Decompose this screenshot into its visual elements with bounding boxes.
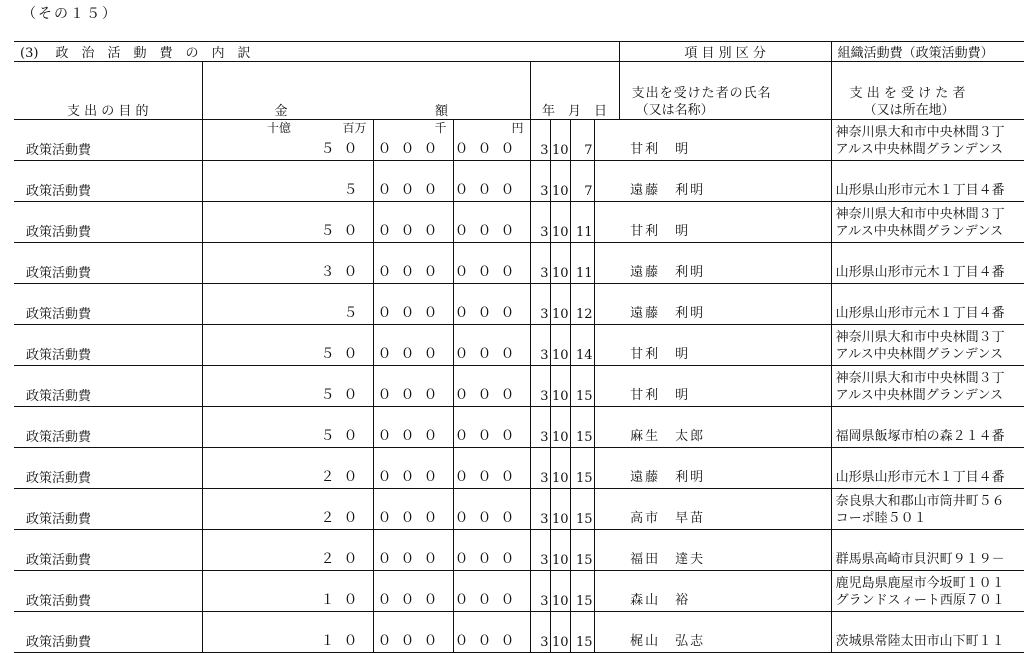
purpose-cell: 政策活動費 [14, 366, 202, 407]
date-day: 14 [570, 325, 594, 366]
recipient-name: 福田 達夫 [619, 530, 831, 571]
amount-thousands: ０００ [373, 407, 453, 448]
recipient-address-line1: 神奈川県大和市中央林間３丁 [835, 330, 1005, 345]
table-row [14, 407, 1024, 448]
amount-millions: ５０ [317, 325, 373, 366]
date-year: 3 [530, 202, 550, 243]
purpose-cell: 政策活動費 [14, 243, 202, 284]
date-year: 3 [530, 325, 550, 366]
purpose-cell: 政策活動費 [14, 325, 202, 366]
col-addr-header: 支 出 を 受 け た 者 [849, 86, 966, 101]
header-row-columns [14, 62, 1024, 120]
table-row [14, 325, 1024, 366]
col-name-header-sub: （又は名称） [635, 103, 714, 118]
purpose-cell: 政策活動費 [14, 284, 202, 325]
col-addr-header-sub: （又は所在地） [863, 103, 955, 118]
date-day: 11 [570, 202, 594, 243]
amount-yen: ０００ [453, 489, 530, 530]
amount-yen: ０００ [453, 612, 530, 653]
purpose-cell: 政策活動費 [14, 407, 202, 448]
col-name-header: 支出を受けた者の氏名 [631, 86, 772, 101]
amount-yen: ０００ [453, 284, 530, 325]
purpose-cell: 政策活動費 [14, 120, 202, 161]
unit-man-label: 百万 [342, 121, 367, 135]
date-month: 10 [550, 530, 570, 571]
col-amount-header-left: 金 [274, 104, 288, 119]
date-month: 10 [550, 161, 570, 202]
amount-yen: ０００ [453, 407, 530, 448]
amount-millions: １０ [317, 612, 373, 653]
recipient-address-line1: 神奈川県大和市中央林間３丁 [835, 125, 1005, 140]
category-value: 組織活動費（政策活動費） [831, 42, 1024, 62]
date-month: 10 [550, 202, 570, 243]
table-row [14, 571, 1024, 612]
recipient-name: 遠藤 利明 [619, 448, 831, 489]
date-day: 7 [570, 120, 594, 161]
recipient-name: 甘利 明 [619, 120, 831, 161]
amount-millions: ３０ [317, 243, 373, 284]
unit-en-label: 円 [511, 121, 524, 135]
table-row [14, 161, 1024, 202]
category-label: 項 目 別 区 分 [619, 42, 831, 62]
recipient-address-line2: グランドスィート西原７０１ [835, 593, 1005, 608]
amount-yen: ０００ [453, 325, 530, 366]
amount-millions: ５０ [317, 202, 373, 243]
recipient-name: 甘利 明 [619, 202, 831, 243]
recipient-address-line2: アルス中央林間グランデンス [835, 224, 1004, 239]
date-month: 10 [550, 489, 570, 530]
recipient-address-line2: 群馬県高崎市貝沢町９１９－ [835, 552, 1005, 567]
amount-thousands: ０００ [373, 202, 453, 243]
date-year: 3 [530, 407, 550, 448]
recipient-address-line2: 山形県山形市元木１丁目４番 [835, 183, 1005, 198]
amount-thousands: ０００ [373, 243, 453, 284]
amount-yen: ０００ [453, 530, 530, 571]
date-month: 10 [550, 243, 570, 284]
col-purpose-header: 支 出 の 目 的 [14, 62, 202, 120]
recipient-name: 甘利 明 [619, 325, 831, 366]
amount-yen: 円 ０００ [453, 120, 530, 161]
date-year: 3 [530, 612, 550, 653]
purpose-cell: 政策活動費 [14, 489, 202, 530]
date-year: 3 [530, 366, 550, 407]
date-day: 12 [570, 284, 594, 325]
date-month: 10 [550, 366, 570, 407]
amount-yen: ０００ [453, 202, 530, 243]
amount-millions: ２０ [317, 489, 373, 530]
date-month: 10 [550, 448, 570, 489]
date-day: 15 [570, 612, 594, 653]
amount-thousands: ０００ [373, 530, 453, 571]
recipient-address-line1: 鹿児島県鹿屋市今坂町１０１ [835, 576, 1005, 591]
amount-millions: ５ [317, 284, 373, 325]
date-month: 10 [550, 407, 570, 448]
recipient-name: 麻生 太郎 [619, 407, 831, 448]
date-month: 10 [550, 284, 570, 325]
amount-thousands: 千 ０００ [373, 120, 453, 161]
amount-thousands: ０００ [373, 325, 453, 366]
amount-thousands: ０００ [373, 612, 453, 653]
unit-oku-label: 十億 [266, 121, 291, 135]
date-year: 3 [530, 571, 550, 612]
date-year: 3 [530, 161, 550, 202]
amount-millions: ５ [317, 161, 373, 202]
amount-thousands: ０００ [373, 489, 453, 530]
date-year: 3 [530, 489, 550, 530]
purpose-cell: 政策活動費 [14, 612, 202, 653]
purpose-cell: 政策活動費 [14, 161, 202, 202]
recipient-address-line2: 茨城県常陸太田市山下町１１ [835, 634, 1005, 649]
col-amount-header-right: 額 [435, 104, 449, 119]
date-day: 15 [570, 448, 594, 489]
recipient-name: 高市 早苗 [619, 489, 831, 530]
recipient-name: 森山 裕 [619, 571, 831, 612]
recipient-name: 甘利 明 [619, 366, 831, 407]
amount-yen: ０００ [453, 366, 530, 407]
table-row [14, 202, 1024, 243]
date-day: 11 [570, 243, 594, 284]
amount-millions: 百万 ５０ [317, 120, 373, 161]
date-year: 3 [530, 448, 550, 489]
date-day: 15 [570, 407, 594, 448]
table-row [14, 489, 1024, 530]
date-month: 10 [550, 571, 570, 612]
amount-thousands: ０００ [373, 366, 453, 407]
recipient-address-line2: 山形県山形市元木１丁目４番 [835, 265, 1005, 280]
date-year: 3 [530, 120, 550, 161]
recipient-address-line1: 神奈川県大和市中央林間３丁 [835, 371, 1005, 386]
table-row [14, 120, 1024, 161]
recipient-address-line2: 山形県山形市元木１丁目４番 [835, 470, 1005, 485]
date-month: 10 [550, 612, 570, 653]
amount-yen: ０００ [453, 161, 530, 202]
amount-thousands: ０００ [373, 284, 453, 325]
page-number: （その１５） [22, 6, 118, 22]
table-row [14, 612, 1024, 653]
unit-sen-label: 千 [434, 121, 447, 135]
table-row [14, 366, 1024, 407]
purpose-cell: 政策活動費 [14, 202, 202, 243]
section-title: (3) 政 治 活 動 費 の 内 訳 [14, 42, 619, 62]
date-day: 15 [570, 489, 594, 530]
amount-thousands: ０００ [373, 448, 453, 489]
recipient-name: 遠藤 利明 [619, 243, 831, 284]
amount-millions: ２０ [317, 530, 373, 571]
date-day: 7 [570, 161, 594, 202]
date-day: 15 [570, 366, 594, 407]
col-date-header: 年 月 日 [530, 62, 619, 120]
recipient-address-line2: コーポ睦５０１ [835, 511, 927, 526]
date-year: 3 [530, 530, 550, 571]
date-month: 10 [550, 325, 570, 366]
recipient-address-line2: アルス中央林間グランデンス [835, 347, 1004, 362]
date-day: 15 [570, 571, 594, 612]
table-row [14, 284, 1024, 325]
amount-millions: ５０ [317, 407, 373, 448]
recipient-address-line2: 山形県山形市元木１丁目４番 [835, 306, 1005, 321]
amount-yen: ０００ [453, 243, 530, 284]
recipient-address-line2: 福岡県飯塚市柏の森２１４番 [835, 429, 1005, 444]
date-year: 3 [530, 284, 550, 325]
amount-millions: ２０ [317, 448, 373, 489]
recipient-address-line1: 神奈川県大和市中央林間３丁 [835, 207, 1005, 222]
table-row [14, 243, 1024, 284]
recipient-address-line2: アルス中央林間グランデンス [835, 142, 1004, 157]
expenditure-table [14, 41, 1024, 653]
recipient-name: 遠藤 利明 [619, 161, 831, 202]
amount-yen: ０００ [453, 571, 530, 612]
date-year: 3 [530, 243, 550, 284]
recipient-address-line1: 奈良県大和郡山市筒井町５６ [835, 494, 1005, 509]
recipient-name: 遠藤 利明 [619, 284, 831, 325]
amount-yen: ０００ [453, 448, 530, 489]
purpose-cell: 政策活動費 [14, 530, 202, 571]
table-row [14, 448, 1024, 489]
date-month: 10 [550, 120, 570, 161]
amount-millions: ５０ [317, 366, 373, 407]
purpose-cell: 政策活動費 [14, 448, 202, 489]
amount-thousands: ０００ [373, 571, 453, 612]
amount-millions: １０ [317, 571, 373, 612]
purpose-cell: 政策活動費 [14, 571, 202, 612]
recipient-name: 梶山 弘志 [619, 612, 831, 653]
header-row-top [14, 42, 1024, 62]
recipient-address-line2: アルス中央林間グランデンス [835, 388, 1004, 403]
date-day: 15 [570, 530, 594, 571]
amount-thousands: ０００ [373, 161, 453, 202]
table-row [14, 530, 1024, 571]
